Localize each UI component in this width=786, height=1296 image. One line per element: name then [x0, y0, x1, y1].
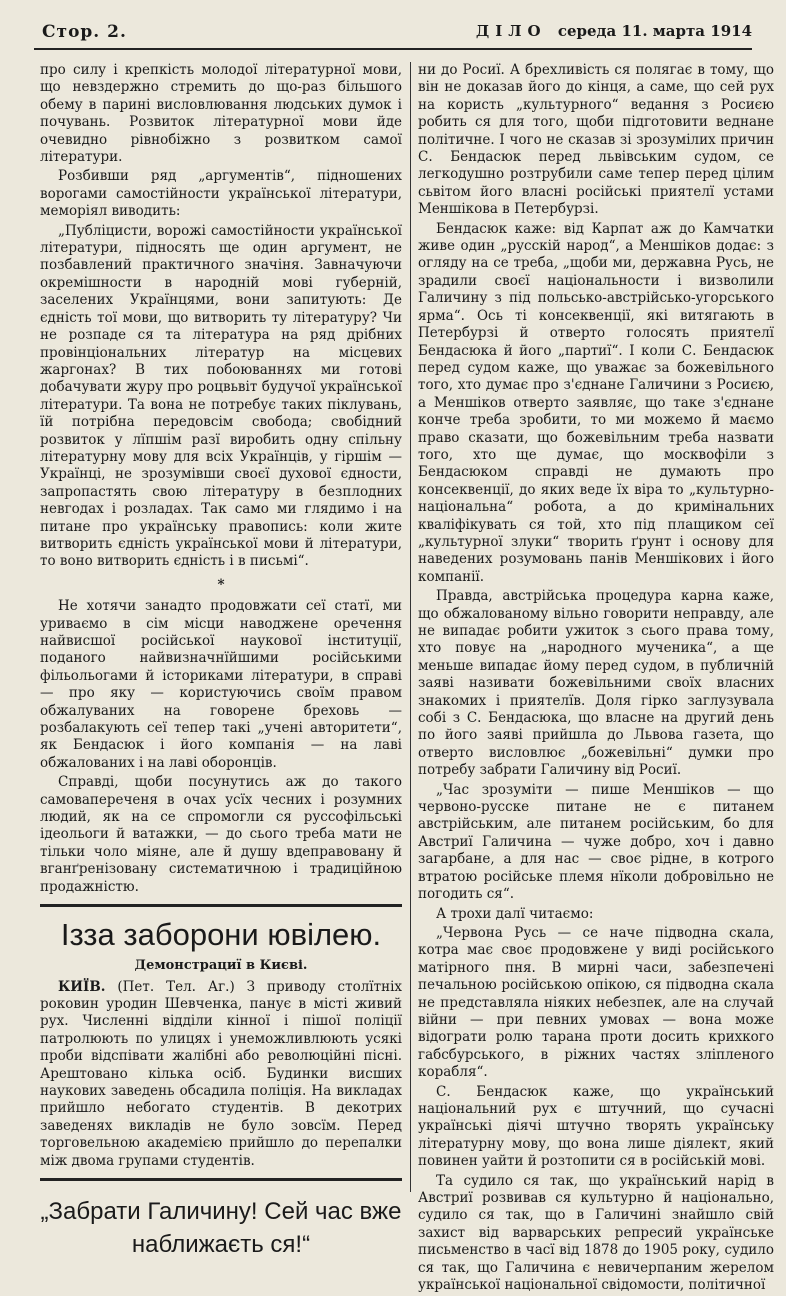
article-paragraph: ни до Росиї. А брехливість ся полягає в тому, що він не доказав його до кінця, а саме, що сей рух на користь „культурного“ ведання з Росиєю робить ся для того, щоби підготовити веднане політичне. І чого не сказав зі зрозумілих причин С. Бендасюк перед львівським судом, се легкодушно розтрубили саме тепер перед цілим сьвітом його власні російські приятелї устами Меншікова в Петербурзі. — [418, 62, 774, 218]
news-paragraph — [40, 979, 402, 1170]
news-headline: Ізза заборони ювілею. — [60, 917, 382, 953]
news-dateline: КИЇВ. — [58, 978, 106, 995]
news-source: (Пет. Тел. Аг.) — [117, 978, 235, 995]
article-paragraph: Справді, щоби посунутись аж до такого самовапереченя в очах усїх чесних і розумних людий, як на се спромогли ся руссофільські ідеольоги й ватажки, — до сього треба мати не тільки чоло міяне, але й душу вдеправовану й вганґренізовану систематичною і традиційною продажністю. — [40, 774, 402, 895]
right-column — [418, 62, 774, 1296]
article-quote: „Час зрозуміти — пише Меншіков — що червоно-русске питане не є питанем австрійським, але питанем російським, бо для Австриї Галичина — чуже добро, хоч і давно загарбане, а для нас — своє рідне, в котрого втратою російське племя нїколи добровільно не погодить ся“. — [418, 781, 774, 903]
article-paragraph: С. Бендасюк каже, що український національний рух є штучний, що сучасні українські діячі штучно творять українську літературну мову, що вона лише діялект, який повинен уайти й розтопити ся в російській мові. — [418, 1083, 774, 1170]
article-quote: „Червона Русь — се наче підводна скала, котра має своє продовжене у виді російського матірного пня. В мирні часи, забезпечені печальною російською опікою, ся підводна скала не представляла ніяких небезпек, але на случай війни — при певних умовах — вона може відограти ролю тарана проти досить крихкого габсбурського, в ріжних частях зліпленого корабля“. — [418, 924, 774, 1081]
left-column — [40, 62, 402, 1261]
column-divider — [410, 62, 411, 1192]
article-paragraph: А трохи далї читаємо: — [436, 905, 594, 922]
page-header — [34, 16, 752, 50]
section-rule — [40, 904, 402, 907]
news-subhead: Демонстрациї в Києві. — [134, 958, 308, 974]
issue-date: середа 11. марта 1914 — [557, 22, 752, 40]
article-paragraph: Бендасюк каже: від Карпат аж до Камчатки живе один „русскій народ“, а Меншіков додає: з огляду на се треба, „щоби ми, державна Русь, не зрадили своєї національности і визволили Галичину з під польсько-австрійсько-угорського ярма“. Ось ті консеквенції, які витягають в Петербурзі й отверто голосять приятелї Бендасюка й його „партиї“. І коли С. Бендасюк перед судом каже, що уважає за божевільного того, хто думає про з'єднане Галичини з Росиєю, а Меншіков отверто заявляє, що таке з'єднане конче треба зробити, то ми можемо й маємо право сказати, що божевільним треба назвати того, хто ще думає, що москвофіли з Бендасюком справді не думають про консеквенції, до яких веде їх віра то „культурно-національна“ робота, а до кримінальних кваліфікувать ся той, хто під плащиком сеї „культурної злуки“ творить ґрунт і основу для наведених розумовань панів Меншікових і його компанії. — [418, 220, 774, 585]
article-paragraph: про силу і крепкість молодої літературної мови, що невздержно стремить до що-раз більшого обему в парині висловлювання людських думок і почувань. Розвиток літературної мови йде очевидно рівнобіжно з розвитком самої літератури. — [40, 62, 402, 166]
news-text: З приводу столїтніх роковин уродин Шевченка, панує в місті живий рух. Численні відділи кінної і пішої поліції патролюють по улицях і унеможливлюють усякі проби відспівати жалібні або революційні пісні. Арештовано кілька осіб. Будинки висших наукових заведень обсадила поліція. На викладах прийшло небогато студентів. В декотрих заведенях викладів не було зовсїм. Перед торговельною академією прийшло до перепалки між двома групами студентів. — [40, 978, 402, 1169]
section-separator: * — [217, 576, 225, 593]
article-paragraph: Розбивши ряд „аргументів“, підношених ворогами самостійности української літератури, меморіял виводить: — [40, 168, 402, 220]
page-number: Стор. 2. — [42, 22, 127, 42]
section-rule — [40, 1178, 402, 1181]
article-paragraph: Правда, австрійська процедура карна каже, що обжалованому вільно говорити неправду, але не випадає робити ужиток з сього права тому, хто повує на „народного мученика“, а ще меньше випадає йому перед судом, в публичній заяві називати божевільними своїх власних знакомих і приятелїв. Доля гірко заглузувала собі з С. Бендасюка, що власне на другий день по його заяві прийшла до Львова газета, що отверто висловлює „божевільні“ думки про потребу забрати Галичину від Росиї. — [418, 588, 774, 779]
article-headline: „Забрати Галичину! Сей час вже наближаєть ся!“ — [40, 1197, 402, 1258]
masthead — [476, 22, 752, 40]
article-paragraph: Не хотячи занадто продовжати сеї статї, ми уриваємо в сім місци наводжене оречення найвисшої російської наукової інституції, поданого найвизначнїйшими російськими фільольогами й істориками літератури, в справі — про яку — користуючись своїм правом обжалуваних на говорене бреховь — розбалакують сеї тепер такі „учені авторитети“, як Бендасюк і його компанія — на лаві обжалованих і на лаві оборонців. — [40, 598, 402, 771]
article-paragraph: Та судило ся так, що український нарід в Австриї розвивав ся культурно й національно, судило ся так, що в Галичині знайшло свій захист від варварських репресий українське письменство в часї від 1878 до 1905 року, судило ся так, що Галичина є невичерпаним жерелом української національної свідомости, політичної — [418, 1172, 774, 1294]
newspaper-name: ДІЛО — [475, 22, 547, 40]
article-quote: „Публіцисти, ворожі самостійности української літератури, підносять ще один аргумент, не позбавлений практичного значіня. Завначуючи окремішности в народній мові губерній, заселених Українцями, вони запитують: Де єдність тої мови, що витворить ту літературу? Чи не розпаде ся та література на ряд дрібних провінціональних літератур на місцевих жаргонах? В тих побоюваннях ми готові добачувати журу про роцвьвіт будучої української літератури. Та вона не потребує таких піклувань, їй потрібна передовсім свобода; свобідний розвиток у лїпшім разї виробить одну спільну літературну мову для всіх Українців, у гіршім — Українці, не зрозумівши своєї духової єдности, запропастять свою літературу в безплодних невгодах і розладах. Так само ми глядимо і на питане про українську правопись: коли жите витворить єдність української мови й літератури, то воно витворить єдність і в письмі“. — [40, 222, 402, 570]
